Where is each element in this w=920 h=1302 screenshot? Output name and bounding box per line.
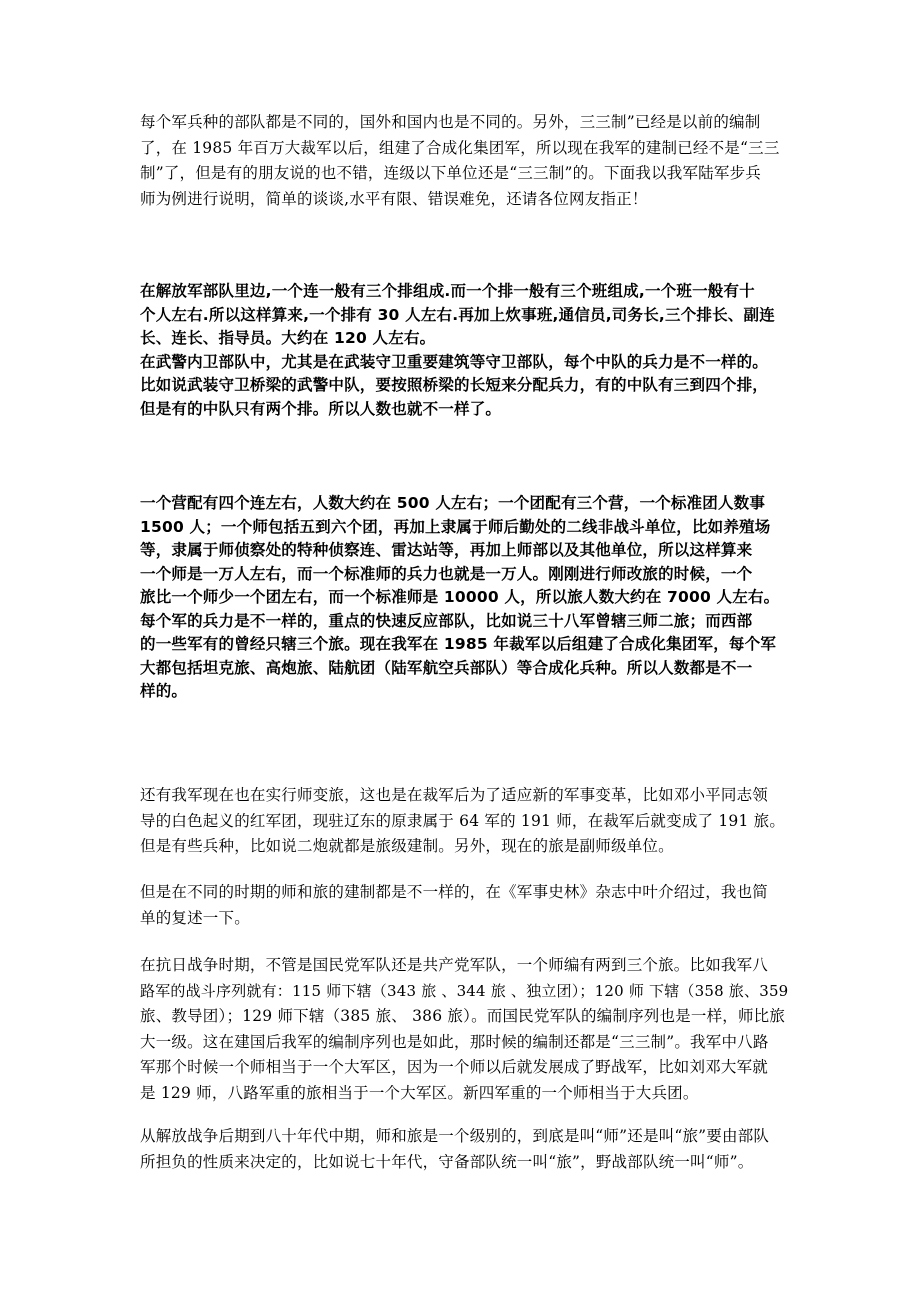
text-line: 所担负的性质来决定的，比如说七十年代，守备部队统一叫“旅”，野战部队统一叫“师”。 (140, 1152, 754, 1171)
text-line: 在抗日战争时期，不管是国民党军队还是共产党军队，一个师编有两到三个旅。比如我军八 (140, 956, 769, 974)
text-line: 但是有的中队只有两个排。所以人数也就不一样了。 (140, 399, 502, 418)
text-line: 导的白色起义的红军团，现驻辽东的原隶属于 64 军的 191 师，在裁军后就变成了 191 旅。 (140, 811, 786, 830)
paragraph-liberation-war (140, 1124, 790, 1175)
text-line: 但是在不同的时期的师和旅的建制都是不一样的，在《军事史林》杂志中叶介绍过，我也简 (140, 883, 769, 901)
text-line: 师为例进行说明，简单的谈谈,水平有限、错误难免，还请各位网友指正！ (140, 189, 648, 208)
text-line: 路军的战斗序列就有：115 师下辖（343 旅 、344 旅 、独立团）；120 师 下辖（358 旅、359 (140, 981, 789, 1000)
paragraph-division-structure (140, 492, 790, 704)
text-line: 了，在 1985 年百万大裁军以后，组建了合成化集团军，所以现在我军的建制已经不是“三三 (140, 138, 780, 157)
paragraph-history-intro (140, 880, 790, 931)
text-line: 在武警内卫部队中，尤其是在武装守卫重要建筑等守卫部队，每个中队的兵力是不一样的。 (140, 352, 769, 371)
text-line: 从解放战争后期到八十年代中期，师和旅是一个级别的，到底是叫“师”还是叫“旅”要由部队 (140, 1127, 770, 1145)
paragraph-company-structure (140, 280, 790, 421)
text-line: 在解放军部队里边,一个连一般有三个排组成.而一个排一般有三个班组成,一个班一般有十 (140, 282, 755, 300)
text-line: 旅、教导团）；129 师下辖（385 旅、 386 旅）。而国民党军队的编制序列也是一样，师比旅 (140, 1007, 786, 1025)
text-line: 长、连长、指导员。大约在 120 人左右。 (140, 329, 436, 347)
text-line: 大都包括坦克旅、高炮旅、陆航团（陆军航空兵部队）等合成化兵种。所以人数都是不一 (140, 658, 753, 677)
text-line: 军那个时候一个师相当于一个大军区，因为一个师以后就发展成了野战军，比如刘邓大军就 (140, 1058, 769, 1076)
text-line: 大一级。这在建国后我军的编制序列也是如此，那时候的编制还都是“三三制”。我军中八路 (140, 1032, 769, 1051)
text-line: 每个军的兵力是不一样的，重点的快速反应部队，比如说三十八军曾辖三师二旅；而西部 (140, 611, 753, 630)
paragraph-anti-japanese-war (140, 953, 790, 1106)
text-line: 等，隶属于师侦察处的特种侦察连、雷达站等，再加上师部以及其他单位，所以这样算来 (140, 541, 753, 559)
text-line: 每个军兵种的部队都是不同的，国外和国内也是不同的。另外，三三制”已经是以前的编制 (140, 113, 761, 131)
text-line: 一个师是一万人左右，而一个标准师的兵力也就是一万人。刚刚进行师改旅的时候，一个 (140, 564, 753, 583)
paragraph-division-to-brigade (140, 783, 790, 860)
text-line: 样的。 (140, 682, 188, 700)
text-line: 是 129 师，八路军重的旅相当于一个大军区。新四军重的一个师相当于大兵团。 (140, 1083, 699, 1102)
text-line: 还有我军现在也在实行师变旅，这也是在裁军后为了适应新的军事变革，比如邓小平同志领 (140, 786, 769, 804)
text-line: 的一些军有的曾经只辖三个旅。现在我军在 1985 年裁军以后组建了合成化集团军，每个军 (140, 635, 777, 653)
text-line: 一个营配有四个连左右，人数大约在 500 人左右；一个团配有三个营，一个标准团人数事 (140, 494, 766, 512)
text-line: 单的复述一下。 (140, 908, 250, 927)
text-line: 旅比一个师少一个团左右，而一个标准师是 10000 人，所以旅人数大约在 7000 人左右。 (140, 588, 780, 606)
text-line: 但是有些兵种，比如说二炮就都是旅级建制。另外，现在的旅是副师级单位。 (140, 837, 674, 855)
paragraph-intro (140, 110, 790, 212)
text-line: 1500 人；一个师包括五到六个团，再加上隶属于师后勤处的二线非战斗单位，比如养殖场 (140, 517, 771, 536)
text-line: 个人左右.所以这样算来,一个排有 30 人左右.再加上炊事班,通信员,司务长,三个排长、副连 (140, 305, 775, 324)
text-line: 比如说武装守卫桥梁的武警中队，要按照桥梁的长短来分配兵力，有的中队有三到四个排， (140, 376, 769, 394)
text-line: 制”了，但是有的朋友说的也不错，连级以下单位还是“三三制”的。下面我以我军陆军步兵 (140, 164, 761, 182)
